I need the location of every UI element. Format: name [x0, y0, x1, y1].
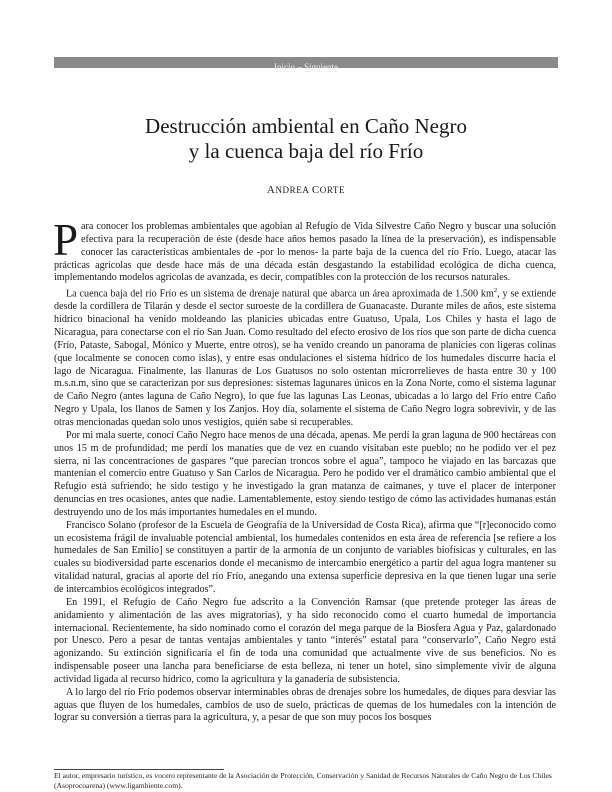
- paragraph-4: Francisco Solano (profesor de la Escuela de Geografía de la Universidad de Costa Rica), afirma que “[r]econocido como un ecosistema frágil de invaluable potencial ambiental, los humedales contenidos en esta área de referencia [se refiere a los humedales de San Emilio] se constituyen a partir de la armonía de un conjunto de variables biofísicas y culturales, en las cuales su biodiversidad parte escenarios donde el mecanismo de intercambio energético a partir del agua logra mantener su vitalidad natural, gracias al aporte del río Frío, anegando una extensa superficie depresiva en la que tienen lugar una serie de intercambios ecológicos integrados”.: [54, 519, 556, 595]
- paragraph-2: [54, 285, 556, 430]
- article-title: [54, 114, 558, 164]
- superscript-2: 2: [493, 287, 498, 295]
- drop-cap: P: [53, 215, 79, 265]
- author-last-initial: C: [311, 184, 320, 196]
- paragraph-6: A lo largo del río Frío podemos observar interminables obras de drenajes sobre los humedales, de diques para desviar las aguas que fluyen de los humedales, cambios de uso de suelo, prácticas de quemas de los humedales con la intención de lograr su conversión a tierras para la agricultura, y, a pesar de que son muy pocos los bosques: [54, 686, 556, 724]
- paragraph-1: [53, 215, 556, 285]
- footnote: El autor, empresario turístico, es vocero representante de la Asociación de Protección, Conservación y Sanidad de Recursos Naturales de Caño Negro de Los Chiles (Asoprocoarena) (www.ligambiente.com).: [54, 771, 552, 790]
- siguiente-link[interactable]: Siguiente: [304, 62, 338, 72]
- navigation-bar: [54, 57, 558, 72]
- nav-separator: –: [295, 62, 304, 72]
- title-line-2: y la cuenca baja del río Frío: [188, 139, 424, 163]
- paragraph-1-text: ara conocer los problemas ambientales que agobian al Refugio de Vida Silvestre Caño Negro y buscar una solución efectiva para la recuperación de éste (desde hace años hemos pasado la línea de la preservación), es indispensable conocer las características ambientales de -por lo menos- la parte baja de la cuenca del río Frío. Luego, atacar las prácticas agrícolas que desde hace más de una década están desgastando la estabilidad ecológica de dicha cuenca, implementando modelos agrícolas de avanzada, es decir, compatibles con la protección de los recursos naturales.: [54, 221, 556, 284]
- article-author: [54, 184, 558, 196]
- author-first-rest: NDREA: [275, 185, 309, 195]
- inicio-link[interactable]: Inicio: [274, 62, 295, 72]
- paragraph-2-text-a: La cuenca baja del río Frío es un sistema de drenaje natural que abarca un área aproximada de 1.500 km: [66, 288, 494, 300]
- paragraph-3: Por mi mala suerte, conocí Caño Negro hace menos de una década, apenas. Me perdí la gran laguna de 900 hectáreas con unos 15 m de profundidad; me perdí los manatíes que de vez en cuando visitaban este pueblo; no he podido ver el pez sierra, ni las concentraciones de gaspares “que parecían troncos sobre el agua”, tampoco he viajado en las barcazas que mantenían el comercio entre Guatuso y San Carlos de Nicaragua. Pero he podido ver el dramático cambio ambiental que el Refugio está sufriendo; he sido testigo y he investigado la gran matanza de caimanes, y tuve el placer de interponer denuncias en tres ocasiones, antes que nadie. Lamentablemente, estoy siendo testigo de cómo las actividades humanas están destruyendo uno de los más importantes humedales en el mundo.: [54, 429, 556, 518]
- footnote-divider: [54, 769, 224, 770]
- navigation-links: [274, 62, 338, 72]
- paragraph-2-text-b: , y se extiende desde la cordillera de Tilarán y desde el sector suroeste de la cordillera de Guanacaste. Durante miles de años, este sistema hídrico binacional ha venido moldeando las planicies ubicadas entre Guatuso, Upala, Los Chiles y hasta el lago de Nicaragua, para conectarse con el río San Juan. Como resultado del efecto erosivo de los ríos que son parte de dicha cuenca (Frío, Pataste, Sabogal, Mónico y Muerte, entre otros), se ha venido creando un panorama de planicies con ligeras colinas (que localmente se conocen como islas), y entre esas ondulaciones el sistema hídrico de los humedales discurre hacia el lago de Nicaragua. Finalmente, las llanuras de Los Guatusos no solo ostentan microrrelieves de hasta entre 30 y 100 m.s.n.m, sino que se caracterizan por sus depresiones: sistemas lagunares únicos en la Zona Norte, como el sistema lagunar de Caño Negro (antes laguna de Caño Negro), lo que fue las lagunas Las Leonas, ubicadas a lo largo del Frío entre Caño Negro y Upala, los llanos de Samen y los Zanjos. Hoy día, solamente el sistema de Caño Negro logra sobrevivir, y de las otras mencionadas quedan solo unos vestigios, quién sabe si recuperables.: [54, 288, 556, 429]
- author-last-rest: ORTE: [319, 185, 346, 195]
- article-body: [53, 215, 556, 725]
- title-line-1: Destrucción ambiental en Caño Negro: [145, 114, 467, 138]
- author-first-initial: A: [266, 184, 276, 196]
- paragraph-5: En 1991, el Refugio de Caño Negro fue adscrito a la Convención Ramsar (que pretende proteger las áreas de anidamiento y alimentación de las aves migratorias), y ha sido reconocido como el cuarto humedal de importancia internacional. Recientemente, ha sido nominado como el corazón del mega parque de la Biosfera Agua y Paz, galardonado por Unesco. Pero a pesar de tantas ventajas ambientales y tanto “interés” estatal para “conservarlo”, Caño Negro está agonizando. Su extinción significaría el fin de toda una comunidad que actualmente vive de sus beneficios. No es indispensable poseer una lancha para beneficiarse de esta belleza, ni tener un hotel, sino simplemente vivir de alguna actividad ligada al recurso hídrico, como la agricultura y la ganadería de subsistencia.: [54, 596, 556, 685]
